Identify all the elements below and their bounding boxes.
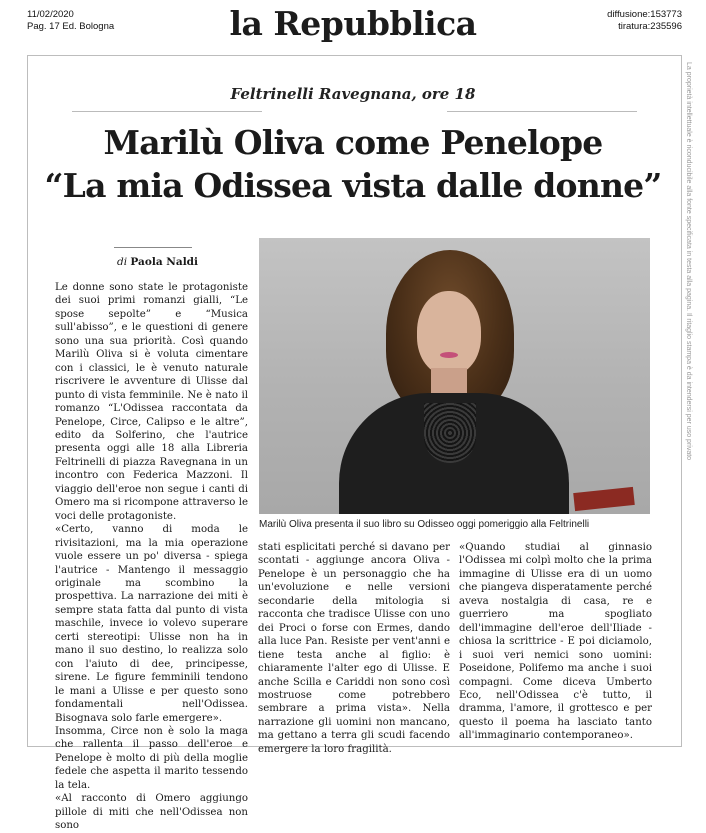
article-column-3: [459, 541, 652, 743]
photo-caption: Marilù Oliva presenta il suo libro su Odisseo oggi pomeriggio alla Feltrinelli: [259, 519, 590, 530]
photo-book-shape: [573, 487, 635, 511]
byline-rule: [114, 247, 192, 248]
paragraph: stati esplicitati perché si davano per scontati - aggiunge ancora Oliva - Penelope è un personaggio che ha un'evoluzione e nelle versioni secondarie della mitologia si racconta che tradisce Ulisse con uno dei Proci o forse con Ermes, dando alla luce Pan. Resiste per vent'anni e tiene testa anche al figlio: è chiaramente l'alter ego di Ulisse. E anche Scilla e Cariddi non sono così mostruose come potrebbero sembrare a prima vista». Nella narrazione gli uomini non mancano, ma gettano a terra gli scudi facendo emergere la loro fragilità.: [258, 542, 450, 755]
paragraph: Insomma, Circe non è solo la maga che rallenta il passo dell'eroe e Penelope è molto di più della moglie fedele che aspetta il marito tessendo la tela.: [55, 725, 248, 791]
paragraph: «Certo, vanno di moda le rivisitazioni, ma la mia operazione vuole essere un po' diversa - spiega l'autrice - Mantengo il messaggio originale ma scombino la prospettiva. La narrazione dei miti è sempre stata fatta dal punto di vista maschile, invece io volevo superare certi stereotipi: Ulisse non ha in mano il suo destino, lo realizza solo con l'aiuto di dee, principesse, sirene. Le figure femminili tendono le mani a Ulisse e per questo sono fondamentali nell'Odissea. Bisognava solo farle emergere».: [55, 524, 248, 724]
tiratura: tiratura:235596: [618, 21, 682, 32]
copyright-side-note-text: La proprietà intellettuale è riconducibile alla fonte specificata in testa alla pagina. Il ritaglio stampa è da intendersi per uso privato: [685, 62, 692, 461]
headline-line-2: “La mia Odissea vista dalle donne”: [44, 166, 662, 205]
paragraph: «Quando studiai al ginnasio l'Odissea mi colpì molto che la prima immagine di Ulisse era di un uomo che piangeva disperatamente perché aveva nostalgia di casa, re e guerriero ma spogliato dell'immagine dell'eroe dell'Iliade - chiosa la scrittrice - E poi diciamolo, i suoi veri nemici sono uomini: Poseidone, Polifemo ma anche i suoi compagni. Come diceva Umberto Eco, nell'Odissea c'è tutto, il dramma, l'amore, il grottesco e per questo il poema ha lasciato tanto all'immaginario contemporaneo».: [459, 542, 652, 742]
byline-author: Paola Naldi: [130, 256, 199, 268]
headline-line-1: Marilù Oliva come Penelope: [103, 123, 603, 162]
photo-lace-top-shape: [424, 403, 476, 463]
copyright-side-note: [680, 62, 696, 742]
photo-face-shape: [417, 291, 481, 375]
photo-lips-shape: [440, 352, 458, 358]
byline-prefix: di: [116, 256, 128, 268]
masthead-logo: la Repubblica: [229, 4, 477, 43]
article-column-2: [258, 541, 450, 756]
paragraph: Le donne sono state le protagoniste dei suoi primi romanzi gialli, “Le spose sepolte” e “Musica sull'abisso”, e le questioni di genere sono una sua priorità. Così quando Marilù Oliva si è voluta cimentare con i classici, le è venuto naturale riscrivere le avventure di Ulisse dal punto di vista femminile. Ne è nato il romanzo “L'Odissea raccontata da Penelope, Circe, Calipso e le altre”, edito da Solferino, che l'autrice presenta oggi alle 18 alla Libreria Feltrinelli di piazza Ravegnana in un incontro con Federica Mazzoni. Il viaggio dell'eroe non segue i canti di Omero ma si ricompone attraverso le voci delle protagoniste.: [55, 282, 248, 522]
kicker-rule-left: [72, 111, 262, 112]
article-kicker: Feltrinelli Ravegnana, ore 18: [230, 85, 476, 103]
kicker-rule-right: [447, 111, 637, 112]
article-column-1: [55, 281, 248, 833]
publication-date: 11/02/2020: [27, 9, 74, 20]
page-edition: Pag. 17 Ed. Bologna: [27, 21, 115, 32]
author-photo: [259, 238, 650, 514]
byline: [55, 256, 260, 268]
diffusione: diffusione:153773: [607, 9, 682, 20]
paragraph: «Al racconto di Omero aggiungo pillole di miti che nell'Odissea non sono: [55, 793, 248, 832]
header-meta-right: [607, 9, 682, 33]
